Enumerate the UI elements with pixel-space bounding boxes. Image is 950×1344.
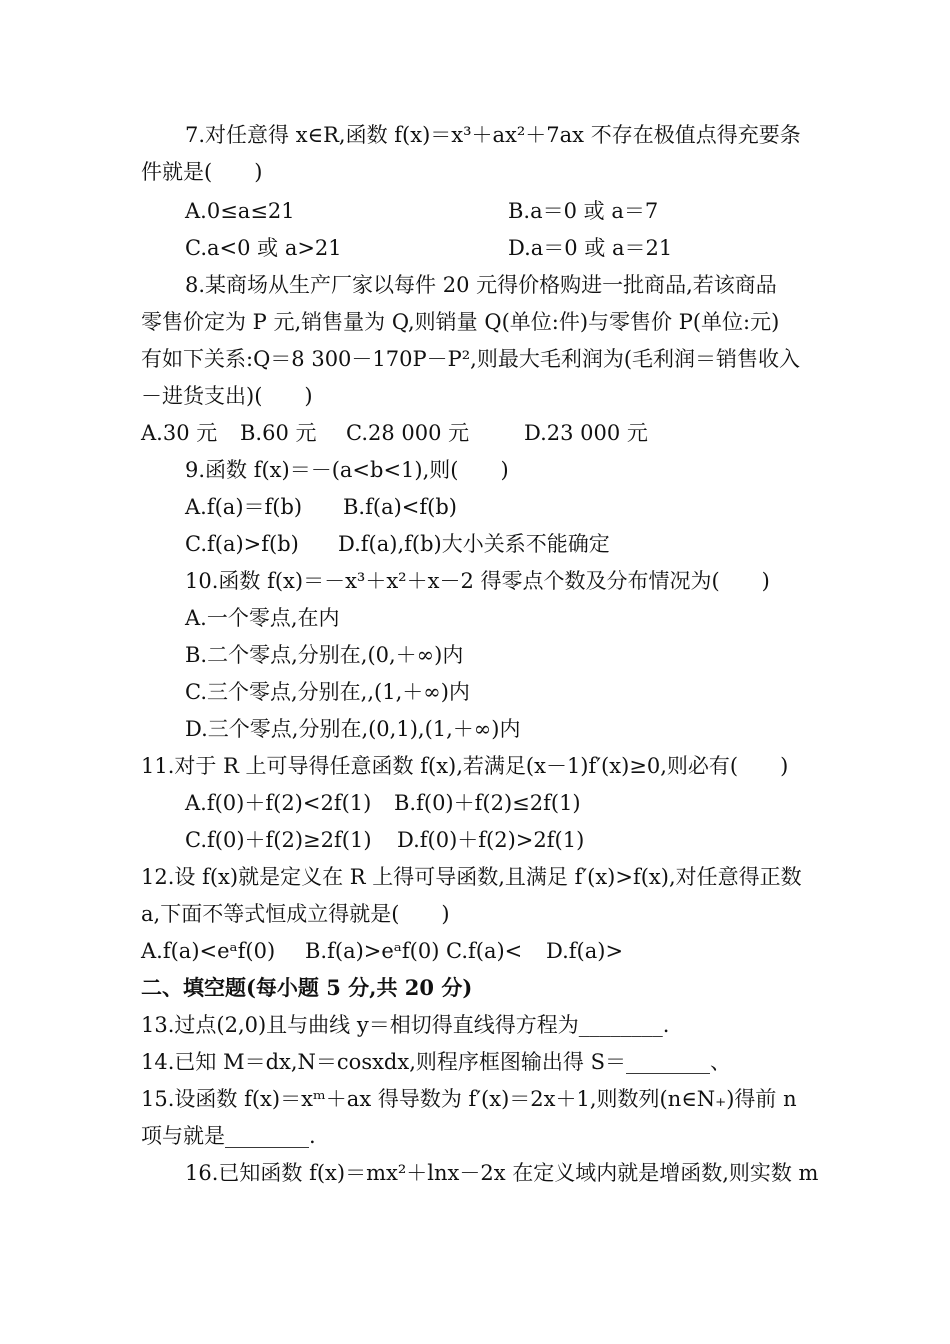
q7-option-a: A.0≤a≤21	[185, 199, 295, 223]
q16-stem-line1: 16.已知函数 f(x)＝mx²＋lnx－2x 在定义域内就是增函数,则实数 m	[185, 1161, 819, 1185]
q13-stem: 13.过点(2,0)且与曲线 y＝相切得直线得方程为________.	[141, 1013, 670, 1037]
q7-option-b: B.a＝0 或 a＝7	[508, 199, 659, 223]
q12-stem-line1: 12.设 f(x)就是定义在 R 上得可导函数,且满足 f′(x)>f(x),对任意得正数	[141, 865, 802, 889]
q9-stem: 9.函数 f(x)＝－(a<b<1),则( )	[185, 458, 509, 482]
q9-option-b: B.f(a)<f(b)	[343, 495, 457, 519]
q8-stem-line1: 8.某商场从生产厂家以每件 20 元得价格购进一批商品,若该商品	[185, 273, 777, 297]
q8-stem-line4: －进货支出)( )	[141, 384, 313, 408]
q8-stem-line2: 零售价定为 P 元,销售量为 Q,则销量 Q(单位:件)与零售价 P(单位:元)	[141, 310, 780, 334]
q11-option-c: C.f(0)＋f(2)≥2f(1)	[185, 828, 372, 852]
q15-stem-line2: 项与就是________.	[141, 1124, 316, 1148]
section-heading-fill-in: 二、填空题(每小题 5 分,共 20 分)	[141, 975, 473, 1000]
q7-option-d: D.a＝0 或 a＝21	[508, 236, 673, 260]
q9-option-d: D.f(a),f(b)大小关系不能确定	[338, 532, 610, 556]
q12-option-a: A.f(a)<eᵃf(0)	[141, 939, 276, 963]
q9-option-c: C.f(a)>f(b)	[185, 532, 299, 556]
q12-option-c: C.f(a)<	[446, 939, 523, 963]
q7-option-c: C.a<0 或 a>21	[185, 236, 342, 260]
q10-option-b: B.二个零点,分别在,(0,＋∞)内	[185, 643, 464, 667]
q8-option-b: B.60 元	[240, 421, 317, 445]
q12-stem-line2: a,下面不等式恒成立得就是( )	[141, 902, 450, 926]
q14-stem: 14.已知 M＝dx,N＝cosxdx,则程序框图输出得 S＝________、	[141, 1050, 731, 1074]
q10-option-a: A.一个零点,在内	[185, 606, 340, 630]
q8-option-a: A.30 元	[141, 421, 218, 445]
q12-option-d: D.f(a)>	[546, 939, 624, 963]
q7-stem-line2: 件就是( )	[141, 160, 263, 184]
q10-option-d: D.三个零点,分别在,(0,1),(1,＋∞)内	[185, 717, 521, 741]
q8-stem-line3: 有如下关系:Q＝8 300－170P－P²,则最大毛利润为(毛利润＝销售收入	[141, 347, 801, 371]
q15-stem-line1: 15.设函数 f(x)＝xᵐ＋ax 得导数为 f′(x)＝2x＋1,则数列(n∈N₊)得前 n	[141, 1087, 797, 1111]
q11-option-a: A.f(0)＋f(2)<2f(1)	[185, 791, 372, 815]
q7-stem-line1: 7.对任意得 x∈R,函数 f(x)＝x³＋ax²＋7ax 不存在极值点得充要条	[185, 123, 801, 147]
q8-option-c: C.28 000 元	[346, 421, 470, 445]
q12-option-b: B.f(a)>eᵃf(0)	[305, 939, 440, 963]
q11-stem: 11.对于 R 上可导得任意函数 f(x),若满足(x－1)f′(x)≥0,则必有( )	[141, 754, 789, 778]
q9-option-a: A.f(a)＝f(b)	[185, 495, 303, 519]
q8-option-d: D.23 000 元	[524, 421, 648, 445]
q10-stem: 10.函数 f(x)＝－x³＋x²＋x－2 得零点个数及分布情况为( )	[185, 569, 770, 593]
q11-option-b: B.f(0)＋f(2)≤2f(1)	[394, 791, 581, 815]
q10-option-c: C.三个零点,分别在,,(1,＋∞)内	[185, 680, 470, 704]
q11-option-d: D.f(0)＋f(2)>2f(1)	[397, 828, 585, 852]
